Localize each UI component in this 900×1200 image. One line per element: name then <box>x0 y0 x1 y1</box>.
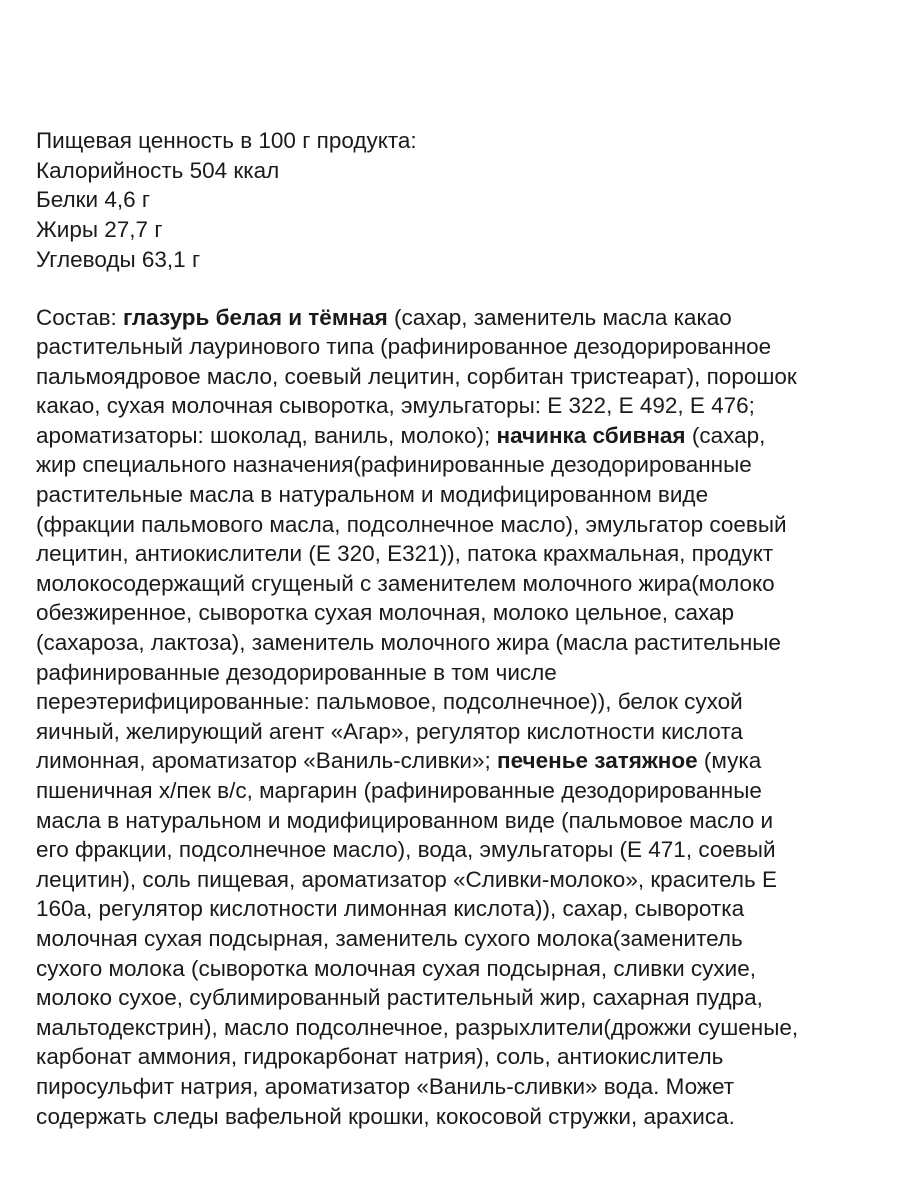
nutrition-carbs: Углеводы 63,1 г <box>36 246 201 272</box>
composition-line: пшеничная х/пек в/с, маргарин (рафинированные дезодорированные <box>36 778 762 804</box>
nutrition-facts <box>36 126 866 275</box>
composition-line: содержать следы вафельной крошки, кокосовой стружки, арахиса. <box>36 1103 735 1129</box>
composition-line: молочная сухая подсырная, заменитель сухого молока(заменитель <box>36 925 743 951</box>
composition-text-span: лимонная, ароматизатор «Ваниль-сливки»; <box>36 748 497 774</box>
composition-line: жир специального назначения(рафинированные дезодорированные <box>36 452 752 478</box>
composition-line: (фракции пальмового масла, подсолнечное масло), эмульгатор соевый <box>36 511 787 537</box>
composition-text <box>36 303 866 1132</box>
filling-title: начинка сбивная <box>496 422 686 448</box>
composition-label: Состав: <box>36 304 124 330</box>
composition-line: пиросульфит натрия, ароматизатор «Ваниль-сливки» вода. Может <box>36 1073 735 1099</box>
composition-line <box>36 303 866 333</box>
composition-line: мальтодекстрин), масло подсолнечное, разрыхлители(дрожжи сушеные, <box>36 1014 799 1040</box>
composition-line: какао, сухая молочная сыворотка, эмульгаторы: Е 322, Е 492, Е 476; <box>36 393 755 419</box>
nutrition-protein: Белки 4,6 г <box>36 187 151 213</box>
composition-line: (сахароза, лактоза), заменитель молочного жира (масла растительные <box>36 630 781 656</box>
composition-text-span: (сахар, <box>685 422 766 448</box>
composition-line: сухого молока (сыворотка молочная сухая подсырная, сливки сухие, <box>36 955 757 981</box>
composition-line: пальмоядровое масло, соевый лецитин, сорбитан тристеарат), порошок <box>36 363 797 389</box>
composition-line: яичный, желирующий агент «Агар», регулятор кислотности кислота <box>36 718 743 744</box>
nutrition-heading: Пищевая ценность в 100 г продукта: <box>36 128 417 153</box>
composition-line: переэтерифицированные: пальмовое, подсолнечное)), белок сухой <box>36 689 743 715</box>
nutrition-fat: Жиры 27,7 г <box>36 217 163 243</box>
composition-line: лецитин, антиокислители (Е 320, Е321)), патока крахмальная, продукт <box>36 541 774 567</box>
composition-line: карбонат аммония, гидрокарбонат натрия), соль, антиокислитель <box>36 1044 724 1070</box>
composition-line <box>36 421 866 451</box>
composition-text-span: ароматизаторы: шоколад, ваниль, молоко); <box>36 422 497 448</box>
composition-line: его фракции, подсолнечное масло), вода, эмульгаторы (Е 471, соевый <box>36 837 776 863</box>
composition-line: рафинированные дезодорированные в том числе <box>36 659 557 685</box>
composition-line: обезжиренное, сыворотка сухая молочная, молоко цельное, сахар <box>36 600 735 626</box>
composition-line: лецитин), соль пищевая, ароматизатор «Сливки-молоко», краситель Е <box>36 866 777 892</box>
nutrition-calories: Калорийность 504 ккал <box>36 157 280 183</box>
glaze-title: глазурь белая и тёмная <box>123 304 388 330</box>
composition-line: молоко сухое, сублимированный растительный жир, сахарная пудра, <box>36 985 763 1011</box>
composition-line: молокосодержащий сгущеный с заменителем молочного жира(молоко <box>36 570 775 596</box>
composition-line: растительные масла в натуральном и модифицированном виде <box>36 482 709 508</box>
composition-text-span: (мука <box>697 748 762 774</box>
composition-line: растительный лауринового типа (рафинированное дезодорированное <box>36 334 772 360</box>
composition-text-span: (сахар, заменитель масла какао <box>387 304 732 330</box>
document-page <box>36 126 866 1131</box>
composition-line <box>36 746 866 776</box>
cookie-title: печенье затяжное <box>497 748 698 774</box>
composition-line: масла в натуральном и модифицированном виде (пальмовое масло и <box>36 807 774 833</box>
composition-line: 160а, регулятор кислотности лимонная кислота)), сахар, сыворотка <box>36 896 745 922</box>
